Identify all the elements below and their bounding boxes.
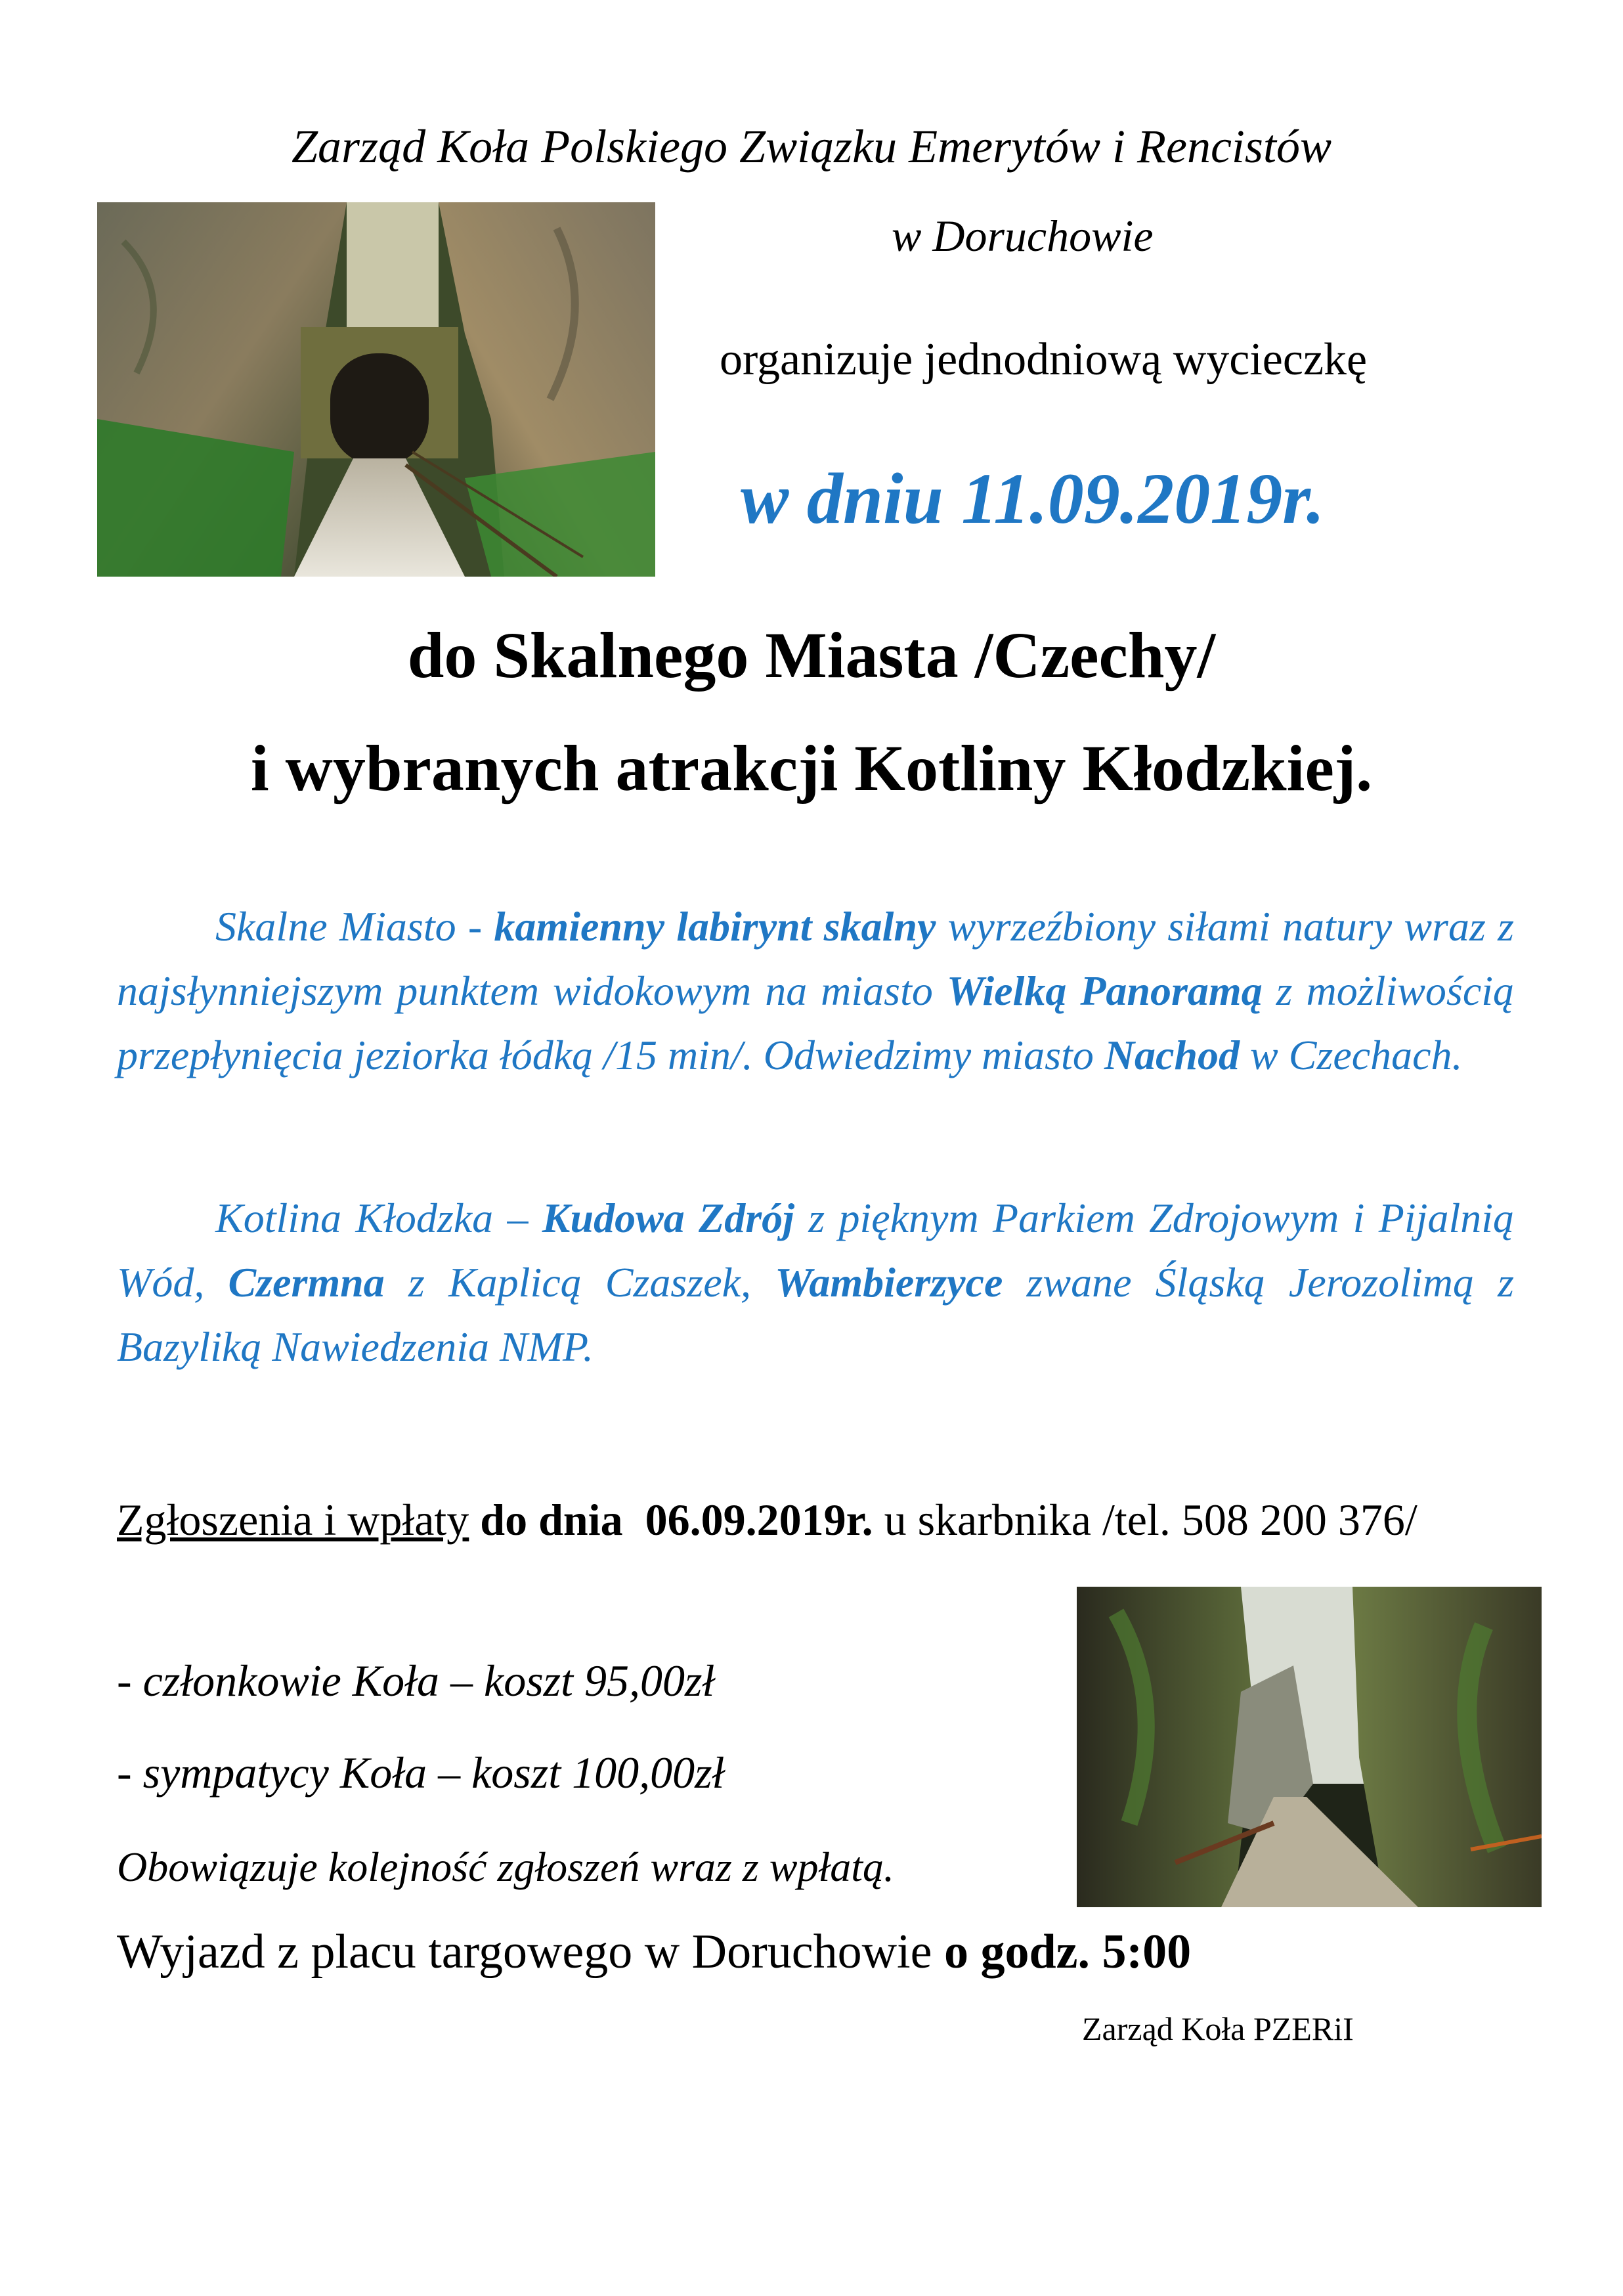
price-sympathizers: - sympatycy Koła – koszt 100,00zł xyxy=(117,1748,725,1798)
p1-bold-3: Nachod xyxy=(1104,1032,1240,1078)
rock-gate-photo xyxy=(97,202,655,577)
paragraph-2-body: Kotlina Kłodzka – Kudowa Zdrój z pięknym Parkiem Zdrojowym i Pijalnią Wód, Czermna z Kaplicą Czaszek, Wambierzyce zwane Śląską Jerozolimą z Bazyliką Nawiedzenia NMP. xyxy=(117,1195,1515,1370)
departure-line xyxy=(117,1924,1191,1980)
p2-bold-1: Kudowa Zdrój xyxy=(542,1195,794,1241)
price-members: - członkowie Koła – koszt 95,00zł xyxy=(117,1656,715,1706)
registration-phone: u skarbnika /tel. 508 200 376/ xyxy=(873,1495,1417,1545)
paragraph-1-body: Skalne Miasto - kamienny labirynt skalny wyrzeźbiony siłami natury wraz z najsłynniejszym punktem widokowym na miasto Wielką Panoramą z możliwością przepłynięcia jeziorka łódką /15 min/. Odwiedzimy miasto Nachod w Czechach. xyxy=(117,894,1514,1088)
registration-deadline: do dnia 06.09.2019r. xyxy=(469,1495,873,1545)
title-line1: do Skalnego Miasta /Czechy/ xyxy=(407,619,1216,692)
rock-canyon-photo xyxy=(1077,1587,1542,1907)
p1-bold-2: Wielką Panoramą xyxy=(946,967,1263,1014)
registration-text xyxy=(117,1487,1514,1553)
signature: Zarząd Koła PZERiI xyxy=(1082,2010,1354,2047)
p2-bold-3: Wambierzyce xyxy=(775,1259,1003,1306)
org-name-line2: w Doruchowie xyxy=(892,211,1154,261)
departure-time: o godz. 5:00 xyxy=(943,1925,1192,1979)
org-name-line1: Zarząd Koła Polskiego Związku Emerytów i Rencistów xyxy=(292,120,1331,173)
p1-bold-1: kamienny labirynt skalny xyxy=(494,903,936,950)
registration-underlined: Zgłoszenia i wpłaty xyxy=(117,1495,469,1545)
organizes-text: organizuje jednodniową wycieczkę xyxy=(720,334,1368,385)
p2-bold-2: Czermna xyxy=(228,1259,385,1306)
departure-text: Wyjazd z placu targowego w Doruchowie xyxy=(117,1925,944,1979)
title-line2: i wybranych atrakcji Kotliny Kłodzkiej. xyxy=(250,732,1373,805)
trip-date: w dniu 11.09.2019r. xyxy=(741,458,1325,539)
order-note: Obowiązuje kolejność zgłoszeń wraz z wpłatą. xyxy=(117,1843,895,1890)
